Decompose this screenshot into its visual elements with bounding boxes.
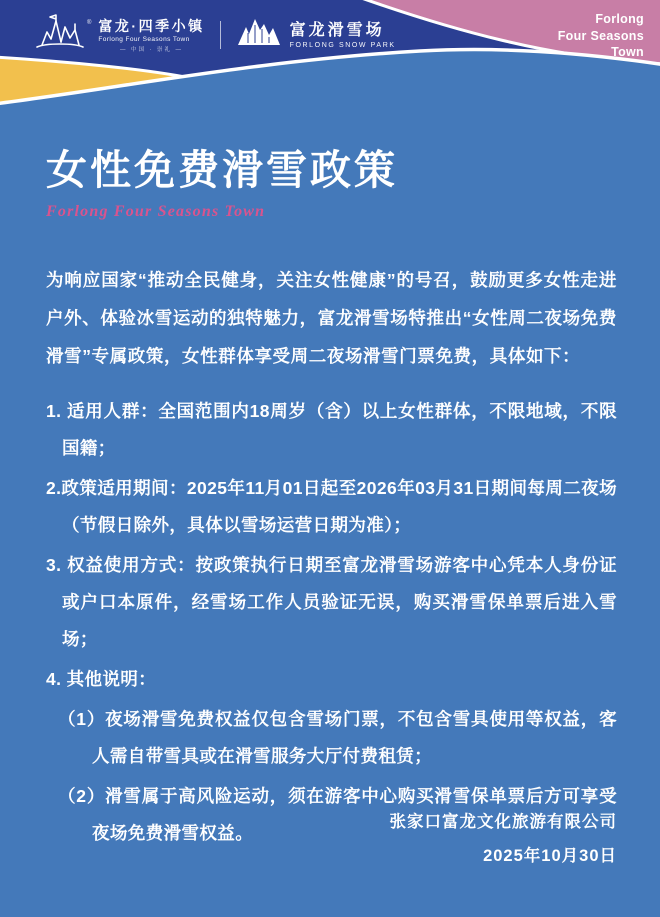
town-logo-cn: 富龙·四季小镇 <box>98 17 205 34</box>
mountain-peaks-icon <box>236 15 282 56</box>
registered-mark: ® <box>87 20 92 26</box>
logo-divider <box>220 21 221 49</box>
town-logo-text <box>98 18 204 53</box>
title-script-subtitle: Forlong Four Seasons Town <box>46 203 266 220</box>
list-item: 1. 适用人群：全国范围内18周岁（含）以上女性群体，不限地域，不限国籍； <box>46 400 617 458</box>
list-item: 2.政策适用期间：2025年11月01日起至2026年03月31日期间每周二夜场（节假日除外，具体以雪场运营日期为准）； <box>46 477 617 535</box>
issue-date: 2025年10月30日 <box>483 847 617 865</box>
intro-paragraph: 为响应国家“推动全民健身，关注女性健康”的号召，鼓励更多女性走进户外、体验冰雪运动的独特魅力，富龙滑雪场特推出“女性周二夜场免费滑雪”专属政策，女性群体享受周二夜场滑雪门票免费，具体如下： <box>46 270 617 366</box>
corner-line-2: Four Seasons <box>557 28 644 43</box>
policy-content <box>46 146 617 852</box>
town-logo-en: Forlong Four Seasons Town <box>98 35 190 43</box>
corner-line-1: Forlong <box>595 12 644 26</box>
list-sub-item: （1）夜场滑雪免费权益仅包含雪场门票，不包含雪具使用等权益，客人需自带雪具或在滑雪服务大厅付费租赁； <box>58 708 617 766</box>
company-name: 张家口富龙文化旅游有限公司 <box>389 813 617 831</box>
header-logo-bar <box>34 10 396 60</box>
list-sub-item: （2）滑雪属于高风险运动，须在游客中心购买滑雪保单票后方可享受夜场免费滑雪权益。 <box>58 785 617 843</box>
town-sketch-icon <box>34 12 86 59</box>
footer-signature <box>390 805 618 873</box>
town-logo <box>34 12 205 59</box>
snowpark-logo-cn: 富龙滑雪场 <box>289 21 385 39</box>
snowpark-logo <box>236 15 396 56</box>
snowpark-logo-en: FORLONG SNOW PARK <box>289 41 396 49</box>
town-logo-subline: — 中国 · 崇礼 — <box>120 46 183 53</box>
corner-brand-text <box>558 11 644 61</box>
list-item: 3. 权益使用方式：按政策执行日期至富龙滑雪场游客中心凭本人身份证或户口本原件，经雪场工作人员验证无误，购买滑雪保单票后进入雪场； <box>46 554 617 649</box>
page-title: 女性免费滑雪政策 <box>46 147 398 193</box>
snowpark-logo-text <box>290 22 396 49</box>
policy-item-list <box>46 393 617 852</box>
list-item: 4. 其他说明： <box>46 668 157 689</box>
corner-line-3: Town <box>611 45 644 59</box>
